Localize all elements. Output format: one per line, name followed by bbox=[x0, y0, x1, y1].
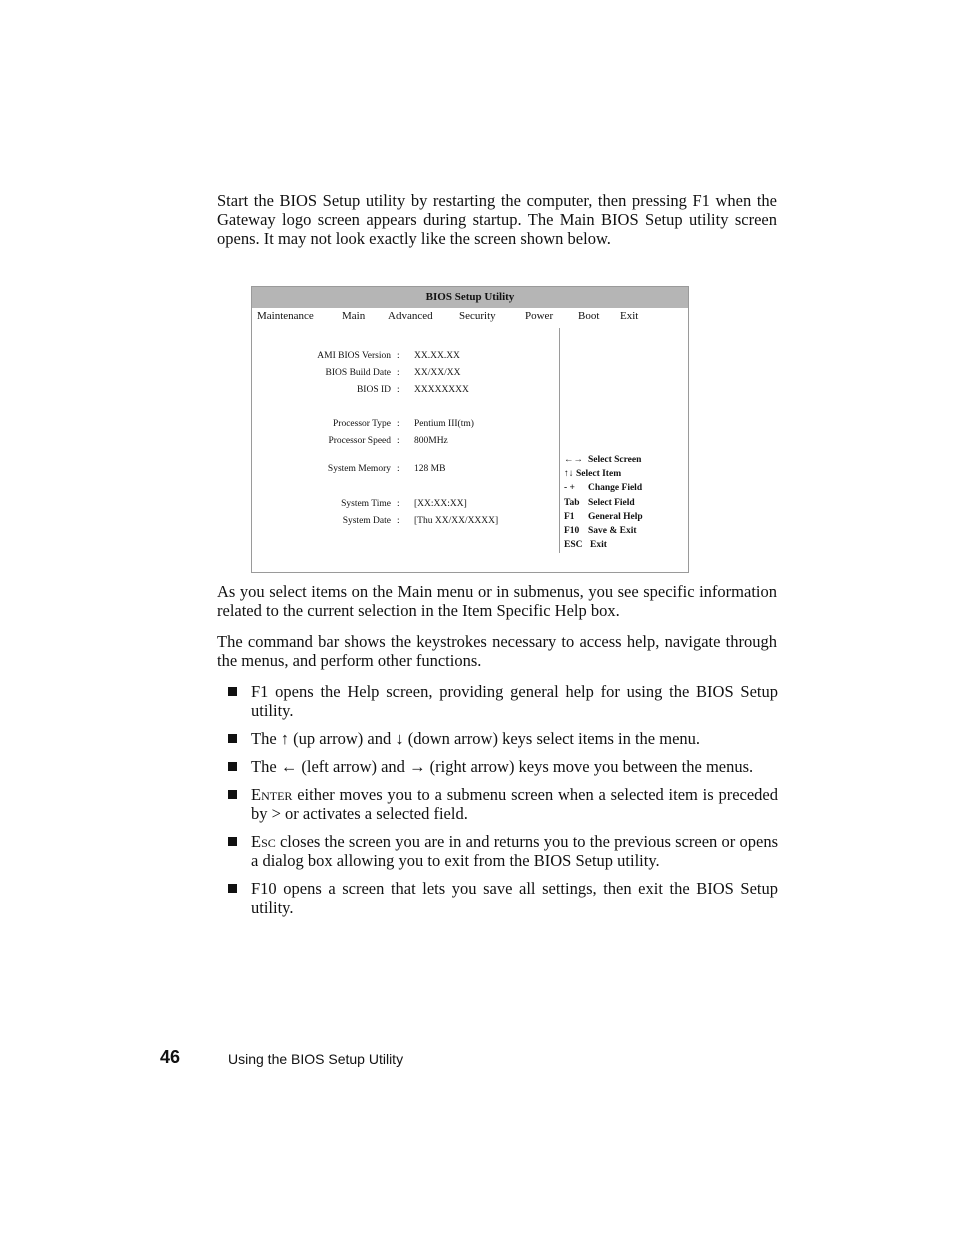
bios-help-divider bbox=[559, 328, 560, 553]
enter-key-label: Enter bbox=[251, 785, 293, 804]
bios-menu-advanced: Advanced bbox=[388, 310, 433, 322]
bios-screen-figure: BIOS Setup Utility Maintenance Main Advanced Security Power Boot Exit AMI BIOS Version : XX.XX.XX BIOS Build Date : XX/XX/XX BIOS ID : XXXXXXXX Processor Type : Pentium III(tm) Processor Speed : 800MHz System Memory : 128 MB System Time : [XX:XX:XX] System Date : [Thu XX/XX/XXXX] ←→ Select Screen ↑↓ Select Item - + Change Field Tab Select Field F1 General Help F10 Save & Exit ESC Exit bbox=[251, 286, 689, 573]
intro-paragraph: Start the BIOS Setup utility by restarting the computer, then pressing F1 when the Gateway logo screen appears during startup. The Main BIOS Setup utility screen opens. It may not look exactly like the screen shown below. bbox=[217, 191, 777, 248]
command-bar-paragraph: The command bar shows the keystrokes necessary to access help, navigate through the menus, and perform other functions. bbox=[217, 632, 777, 670]
list-item: F1 opens the Help screen, providing general help for using the BIOS Setup utility. bbox=[228, 682, 778, 720]
bullet-square-icon bbox=[228, 734, 237, 743]
bios-menu-bar bbox=[252, 310, 688, 326]
bios-menu-power: Power bbox=[525, 310, 554, 322]
list-item: The ↑ (up arrow) and ↓ (down arrow) keys select items in the menu. bbox=[228, 729, 778, 748]
list-item: The ← (left arrow) and → (right arrow) keys move you between the menus. bbox=[228, 757, 778, 776]
bios-menu-security: Security bbox=[459, 310, 496, 322]
running-footer-title: Using the BIOS Setup Utility bbox=[228, 1051, 404, 1067]
key-bullet-list bbox=[228, 682, 778, 926]
bullet-square-icon bbox=[228, 762, 237, 771]
bullet-square-icon bbox=[228, 837, 237, 846]
bios-menu-exit: Exit bbox=[620, 310, 639, 322]
list-item: F10 opens a screen that lets you save all settings, then exit the BIOS Setup utility. bbox=[228, 879, 778, 917]
bullet-square-icon bbox=[228, 687, 237, 696]
bullet-square-icon bbox=[228, 884, 237, 893]
bullet-square-icon bbox=[228, 790, 237, 799]
list-item: Esc closes the screen you are in and returns you to the previous screen or opens a dialog box allowing you to exit from the BIOS Setup utility. bbox=[228, 832, 778, 870]
item-help-paragraph: As you select items on the Main menu or in submenus, you see specific information related to the current selection in the Item Specific Help box. bbox=[217, 582, 777, 620]
bios-title-bar: BIOS Setup Utility bbox=[252, 287, 688, 308]
list-item: Enter either moves you to a submenu screen when a selected item is preceded by > or activates a selected field. bbox=[228, 785, 778, 823]
bios-menu-maintenance: Maintenance bbox=[257, 310, 314, 322]
bios-menu-boot: Boot bbox=[578, 310, 600, 322]
esc-key-label: Esc bbox=[251, 832, 276, 851]
bios-menu-main: Main bbox=[342, 310, 366, 322]
page-number: 46 bbox=[160, 1047, 181, 1067]
